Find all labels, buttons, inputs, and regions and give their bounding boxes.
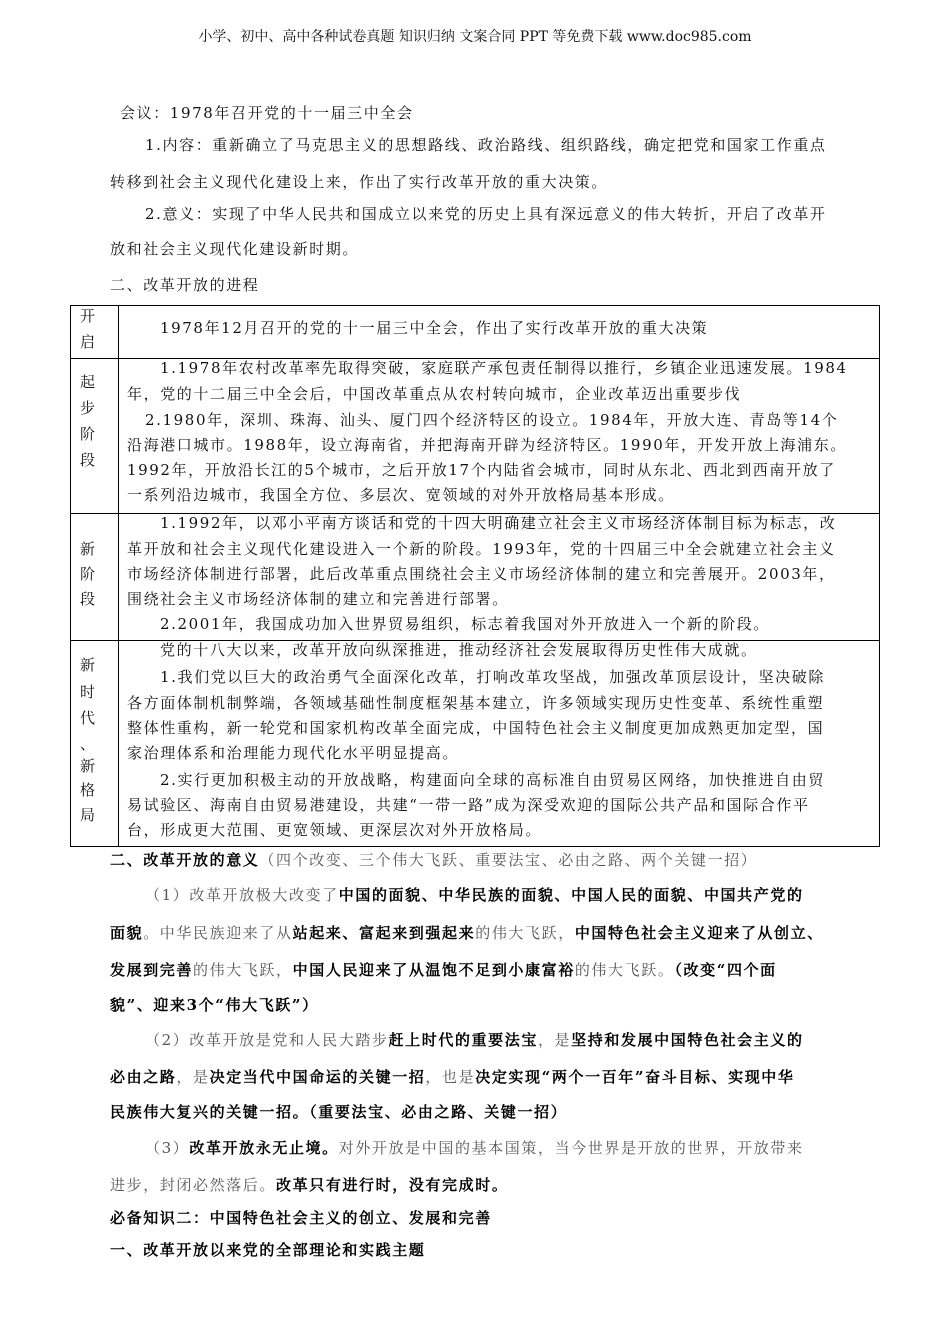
table-column-divider [118,305,119,847]
table-cell-line: 党的十八大以来，改革开放向纵深推进，推动经济社会发展取得历史性伟大成就。 [160,641,758,659]
table-cell-line: 2.1980年，深圳、珠海、汕头、厦门四个经济特区的设立。1984年，开放大连、青岛等14个 [145,411,839,429]
row-label-char: 时 [80,683,96,701]
row-label-char: 代 [80,709,96,727]
body-text: ，也是 [425,1068,476,1086]
row-label-char: 、 [80,735,96,753]
bold-text: 必备知识二：中国特色社会主义的创立、发展和完善 [110,1209,492,1227]
bold-text: 面貌 [110,924,144,942]
body-text: 的伟大飞跃。 [574,961,675,979]
bold-text: 民族伟大复兴的关键一招。（重要法宝、必由之路、关键一招） [110,1103,568,1121]
intro-line: 1.内容：重新确立了马克思主义的思想路线、政治路线、组织路线，确定把党和国家工作重点 [145,136,827,154]
table-cell-line: 一系列沿边城市，我国全方位、多层次、宽领域的对外开放格局基本形成。 [127,486,675,504]
table-cell-line: 年，党的十二届三中全会后，中国改革重点从农村转向城市，企业改革迈出重要步伐 [127,385,742,403]
row-label-char: 阶 [80,425,96,443]
significance-line [110,1240,425,1260]
significance-line [145,1138,804,1158]
body-text: （3） [145,1139,190,1157]
row-label-char: 段 [80,451,96,469]
body-text: （2）改革开放是党和人民大踏步 [145,1031,389,1049]
intro-line: 二、改革开放的进程 [110,276,260,294]
bold-text: 中国人民迎来了从温饱不足到小康富裕 [292,961,575,979]
bold-text: 坚持和发展中国特色社会主义的 [571,1031,804,1049]
row-label-char: 新 [80,757,96,775]
bold-text: 发展到完善 [110,961,194,979]
significance-line [110,1208,492,1228]
body-text: 对外开放是中国的基本国策，当今世界是开放的世界，开放带来 [338,1139,804,1157]
body-text: ，是 [176,1068,210,1086]
bold-text: 必由之路 [110,1068,177,1086]
table-cell-line: 市场经济体制进行部署，此后改革重点围绕社会主义市场经济体制的建立和完善展开。2003年， [127,565,836,583]
significance-line [110,1175,508,1195]
table-cell-line: 台，形成更大范围、更宽领域、更深层次对外开放格局。 [127,821,543,839]
bold-text: 决定实现“两个一百年”奋斗目标、实现中华 [475,1068,795,1086]
row-label-char: 起 [80,373,96,391]
significance-line [110,995,319,1015]
table-cell-line: 1.1978年农村改革率先取得突破，家庭联产承包责任制得以推行，乡镇企业迅速发展。1984 [160,359,848,377]
body-text: 。中华民族迎来了从 [143,924,293,942]
bold-text: （改变“四个面 [674,961,777,979]
significance-line [110,850,757,870]
body-text: （1）改革开放极大改变了 [145,886,339,904]
table-cell-line: 家治理体系和治理能力现代化水平明显提高。 [127,744,460,762]
significance-line [110,1102,567,1122]
bold-text: 貌”、迎来3个“伟大飞跃”） [110,996,319,1014]
row-label-char: 启 [80,333,96,351]
significance-line [110,1067,795,1087]
intro-line: 会议：1978年召开党的十一届三中全会 [120,104,414,122]
table-cell-line: 1.我们党以巨大的政治勇气全面深化改革，打响改革攻坚战，加强改革顶层设计，坚决破除 [160,668,825,686]
table-cell-line: 整体性重构，新一轮党和国家机构改革全面完成，中国特色社会主义制度更加成熟更加定型，国 [127,719,825,737]
row-label-char: 新 [80,656,96,674]
page-header: 小学、初中、高中各种试卷真题 知识归纳 文案合同 PPT 等免费下载 www.doc985.com [198,29,752,45]
intro-line: 转移到社会主义现代化建设上来，作出了实行改革开放的重大决策。 [110,173,609,191]
table-cell-line: 革开放和社会主义现代化建设进入一个新的阶段。1993年，党的十四届三中全会就建立社会主义 [127,540,836,558]
significance-line [145,885,804,905]
table-cell-line: 围绕社会主义市场经济体制的建立和完善进行部署。 [127,590,509,608]
table-cell-line: 各方面体制机制弊端，各领域基础性制度框架基本建立，许多领域实现历史性变革、系统性重塑 [127,694,825,712]
body-text: 进步，封闭必然落后。 [110,1176,277,1194]
table-cell-line: 1978年12月召开的党的十一届三中全会，作出了实行改革开放的重大决策 [160,319,709,337]
table-cell-line: 2.实行更加积极主动的开放战略，构建面向全球的高标准自由贸易区网络，加快推进自由贸 [160,771,825,789]
bold-text: 改革开放永无止境。 [189,1139,339,1157]
row-label-char: 段 [80,590,96,608]
intro-line: 2.意义：实现了中华人民共和国成立以来党的历史上具有深远意义的伟大转折，开启了改革开 [145,205,827,223]
row-label-char: 格 [80,781,96,799]
table-cell-line: 1992年，开放沿长江的5个城市，之后开放17个内陆省会城市，同时从东北、西北到西南开放了 [127,461,836,479]
bold-text: 赶上时代的重要法宝 [388,1031,538,1049]
significance-line [145,1030,804,1050]
intro-line: 放和社会主义现代化建设新时期。 [110,240,360,258]
body-text: ，是 [537,1031,572,1049]
significance-line [110,923,824,943]
row-label-char: 新 [80,540,96,558]
bold-text: 站起来、富起来到强起来 [292,924,476,942]
table-cell-line: 1.1992年，以邓小平南方谈话和党的十四大明确建立社会主义市场经济体制目标为标志，改 [160,514,837,532]
row-label-char: 步 [80,399,96,417]
bold-text: 改革只有进行时，没有完成时。 [276,1176,509,1194]
bold-text: 二、改革开放的意义 [110,851,260,869]
table-cell-line: 沿海港口城市。1988年，设立海南省，并把海南开辟为经济特区。1990年，开发开放上海浦东。 [127,436,847,454]
table-cell-line: 2.2001年，我国成功加入世界贸易组织，标志着我国对外开放进入一个新的阶段。 [160,615,770,633]
bold-text: 一、改革开放以来党的全部理论和实践主题 [110,1241,426,1259]
row-label-char: 开 [80,307,96,325]
body-text: 的伟大飞跃， [475,924,575,942]
body-text: 的伟大飞跃， [193,961,293,979]
table-cell-line: 易试验区、海南自由贸易港建设，共建“一带一路”成为深受欢迎的国际公共产品和国际合作平 [127,796,810,814]
row-label-char: 阶 [80,565,96,583]
body-text: （四个改变、三个伟大飞跃、重要法宝、必由之路、两个关键一招） [259,851,758,869]
bold-text: 中国特色社会主义迎来了从创立、 [574,924,824,942]
bold-text: 决定当代中国命运的关键一招 [209,1068,426,1086]
bold-text: 中国的面貌、中华民族的面貌、中国人民的面貌、中国共产党的 [338,886,804,904]
significance-line [110,960,777,980]
row-label-char: 局 [80,806,96,824]
